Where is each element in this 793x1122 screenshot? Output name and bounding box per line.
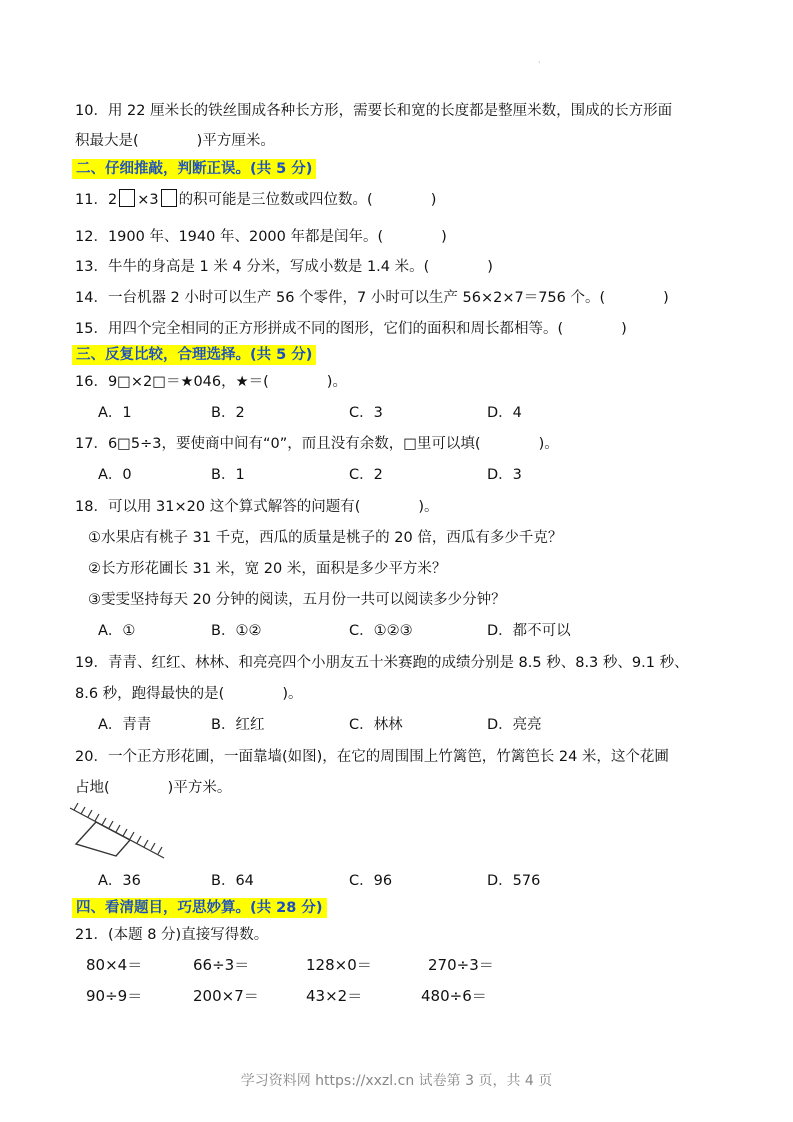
- question-21: 21．(本题 8 分)直接写得数。: [75, 927, 269, 943]
- question-11-part-c: 的积可能是三位数或四位数。( ): [178, 192, 437, 208]
- option-c[interactable]: C．3: [349, 405, 383, 421]
- option-b[interactable]: B．①②: [211, 623, 262, 639]
- calc-item: 43×2＝: [306, 987, 363, 1005]
- question-18-item-1: ①水果店有桃子 31 千克，西瓜的质量是桃子的 20 倍，西瓜有多少千克？: [88, 530, 563, 546]
- square-bed: [76, 822, 130, 856]
- question-10-line1: 10．用 22 厘米长的铁丝围成各种长方形，需要长和宽的长度都是整厘米数，围成的长方形面: [75, 103, 673, 119]
- option-c[interactable]: C．①②③: [349, 623, 413, 639]
- question-11: [75, 189, 436, 210]
- question-13: 13．牛牛的身高是 1 米 4 分米，写成小数是 1.4 米。( ): [75, 259, 493, 275]
- option-a[interactable]: A．青青: [98, 717, 152, 733]
- calc-item: 200×7＝: [193, 987, 259, 1005]
- option-a[interactable]: A．0: [98, 467, 132, 483]
- question-19-options: [98, 715, 658, 735]
- option-a[interactable]: A．①: [98, 623, 136, 639]
- question-18-options: [98, 621, 658, 641]
- calc-item: 480÷6＝: [421, 987, 487, 1005]
- option-b[interactable]: B．2: [211, 405, 245, 421]
- calc-item: 270÷3＝: [428, 956, 494, 974]
- question-20-options: [98, 871, 658, 891]
- option-c[interactable]: C．96: [349, 873, 393, 889]
- section-2-heading: 二、仔细推敲，判断正误。(共 5 分): [72, 159, 316, 179]
- option-c[interactable]: C．林林: [349, 717, 403, 733]
- question-16-options: [98, 403, 658, 423]
- question-18: 18．可以用 31×20 这个算式解答的问题有( )。: [75, 499, 439, 515]
- question-12: 12．1900 年、1940 年、2000 年都是闰年。( ): [75, 229, 447, 245]
- page-footer: 学习资料网 https://xxzl.cn 试卷第 3 页，共 4 页: [240, 1073, 553, 1089]
- section-4-heading: 四、看清题目，巧思妙算。(共 28 分): [72, 898, 327, 918]
- blank-box: [119, 189, 135, 207]
- option-c[interactable]: C．2: [349, 467, 383, 483]
- calc-item: 66÷3＝: [193, 956, 250, 974]
- section-3-heading: 三、反复比较，合理选择。(共 5 分): [72, 345, 316, 365]
- calc-item: 90÷9＝: [86, 987, 143, 1005]
- question-19-line2: 8.6 秒，跑得最快的是( )。: [75, 686, 303, 702]
- question-10-line2: 积最大是( )平方厘米。: [75, 133, 275, 149]
- calc-item: 80×4＝: [86, 956, 143, 974]
- option-d[interactable]: D．4: [487, 405, 522, 421]
- option-a[interactable]: A．36: [98, 873, 141, 889]
- option-d[interactable]: D．亮亮: [487, 717, 542, 733]
- option-b[interactable]: B．64: [211, 873, 254, 889]
- question-20-line1: 20．一个正方形花圃，一面靠墙(如图)，在它的周围围上竹篱笆，竹篱笆长 24 米，这个花圃: [75, 749, 669, 765]
- question-16: 16．9□×2□＝★046，★＝( )。: [75, 374, 347, 390]
- stray-dot: ·: [538, 58, 541, 67]
- option-d[interactable]: D．576: [487, 873, 541, 889]
- option-a[interactable]: A．1: [98, 405, 132, 421]
- question-19-line1: 19．青青、红红、林林、和亮亮四个小朋友五十米赛跑的成绩分别是 8.5 秒、8.3 秒、9.1 秒、: [75, 655, 689, 671]
- calc-item: 128×0＝: [306, 956, 372, 974]
- option-b[interactable]: B．1: [211, 467, 245, 483]
- question-18-item-3: ③雯雯坚持每天 20 分钟的阅读，五月份一共可以阅读多少分钟？: [88, 592, 506, 608]
- question-18-item-2: ②长方形花圃长 31 米，宽 20 米，面积是多少平方米？: [88, 561, 447, 577]
- square-garden-figure: [66, 800, 171, 864]
- option-d[interactable]: D．都不可以: [487, 623, 571, 639]
- question-17-options: [98, 465, 658, 485]
- question-14: 14．一台机器 2 小时可以生产 56 个零件，7 小时可以生产 56×2×7＝756 个。( ): [75, 290, 669, 306]
- option-d[interactable]: D．3: [487, 467, 522, 483]
- question-20-line2: 占地( )平方米。: [75, 780, 232, 796]
- option-b[interactable]: B．红红: [211, 717, 265, 733]
- question-15: 15．用四个完全相同的正方形拼成不同的图形，它们的面积和周长都相等。( ): [75, 321, 627, 337]
- question-11-part-b: ×3: [137, 192, 159, 208]
- question-11-part-a: 11．2: [75, 192, 118, 208]
- question-17: 17．6□5÷3，要使商中间有“0”，而且没有余数，□里可以填( )。: [75, 436, 559, 452]
- blank-box: [161, 189, 177, 207]
